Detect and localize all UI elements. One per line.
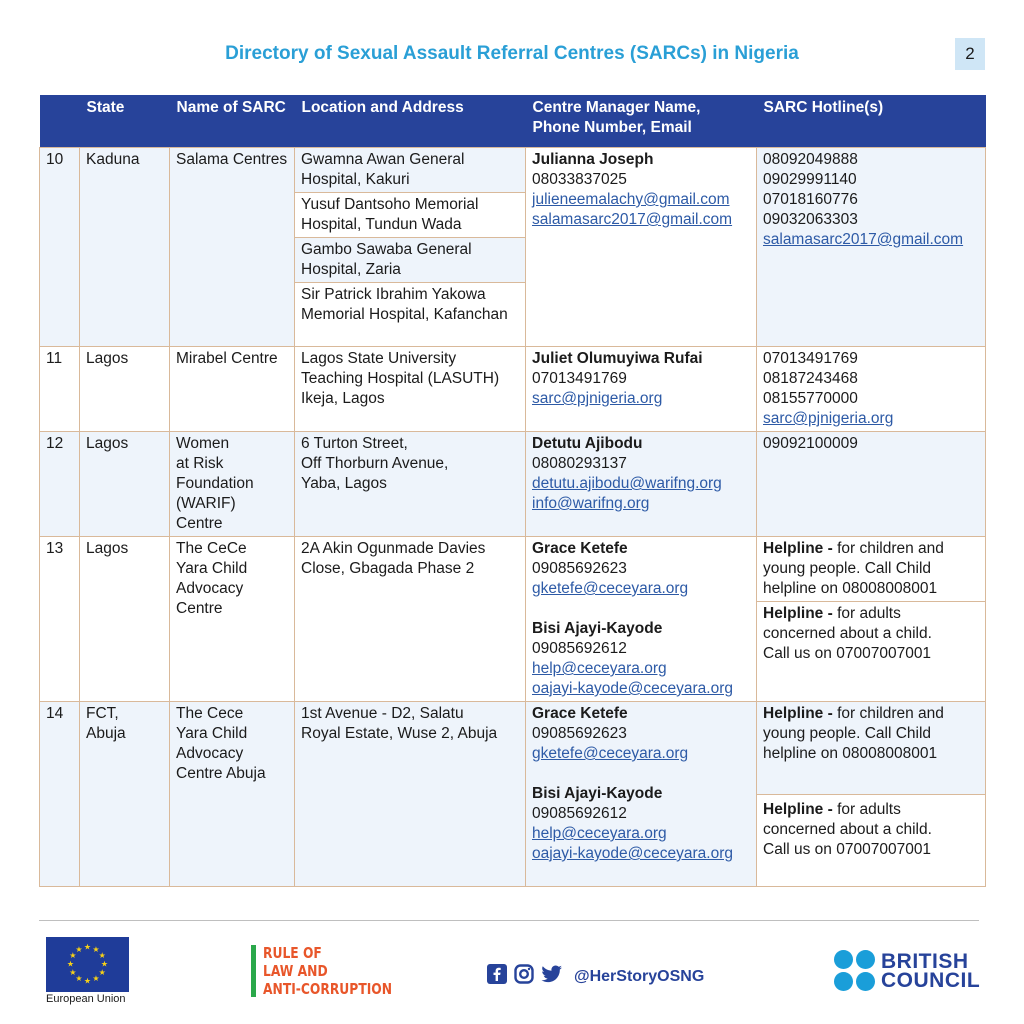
row-sarc-name bbox=[170, 537, 295, 702]
helpline-text: concerned about a child. bbox=[763, 625, 932, 642]
row-helpline-children bbox=[757, 537, 986, 602]
row-state: Lagos bbox=[80, 537, 170, 702]
row-hotlines bbox=[757, 347, 986, 432]
helpline-label: Helpline - bbox=[763, 540, 833, 557]
header-state: State bbox=[80, 95, 170, 148]
row-sarc-name: Mirabel Centre bbox=[170, 347, 295, 432]
row-helpline-adults bbox=[757, 602, 986, 702]
row-location bbox=[295, 702, 526, 887]
header-number bbox=[40, 95, 80, 148]
row-manager bbox=[526, 702, 757, 887]
helpline-text: Call us on 07007007001 bbox=[763, 841, 932, 858]
manager-email-link[interactable]: help@ceceyara.org bbox=[532, 825, 667, 842]
svg-text:★: ★ bbox=[69, 951, 77, 960]
svg-text:★: ★ bbox=[75, 944, 83, 954]
rule-of-law-logo bbox=[263, 944, 392, 998]
manager-phone: 09085692612 bbox=[532, 805, 627, 822]
manager-name: Juliet Olumuyiwa Rufai bbox=[532, 350, 703, 367]
manager-email-link[interactable]: julieneemalachy@gmail.com bbox=[532, 191, 730, 208]
svg-text:★: ★ bbox=[66, 959, 75, 969]
header-manager: Centre Manager Name, Phone Number, Email bbox=[526, 95, 757, 148]
manager-email-link[interactable]: help@ceceyara.org bbox=[532, 660, 667, 677]
helpline-text: concerned about a child. bbox=[763, 821, 932, 838]
table-row bbox=[40, 537, 986, 602]
helpline-text: young people. Call Child bbox=[763, 725, 932, 742]
header-hotline: SARC Hotline(s) bbox=[757, 95, 986, 148]
helpline-text: for children and bbox=[832, 540, 944, 557]
svg-text:★: ★ bbox=[69, 968, 77, 977]
footer-divider bbox=[39, 920, 979, 921]
svg-text:★: ★ bbox=[83, 976, 92, 986]
row-sarc-name bbox=[170, 702, 295, 887]
row-sarc-name bbox=[170, 432, 295, 537]
row-number: 14 bbox=[40, 702, 80, 887]
row-number: 11 bbox=[40, 347, 80, 432]
svg-text:★: ★ bbox=[98, 968, 106, 977]
row-manager bbox=[526, 432, 757, 537]
row-number: 13 bbox=[40, 537, 80, 702]
location-line: Teaching Hospital (LASUTH) bbox=[301, 370, 500, 387]
svg-text:★: ★ bbox=[83, 942, 92, 952]
header-location: Location and Address bbox=[295, 95, 526, 148]
name-line: Foundation bbox=[176, 475, 254, 492]
helpline-text: for adults bbox=[832, 605, 901, 622]
manager-name: Julianna Joseph bbox=[532, 151, 654, 168]
table-header-row bbox=[40, 95, 986, 148]
eu-caption: European Union bbox=[46, 993, 126, 1005]
row-location: Gwamna Awan General Hospital, Kakuri bbox=[295, 148, 526, 193]
name-line: Women bbox=[176, 435, 230, 452]
row-helpline-children bbox=[757, 702, 986, 795]
helpline-label: Helpline - bbox=[763, 705, 833, 722]
location-line: Ikeja, Lagos bbox=[301, 390, 385, 407]
twitter-icon[interactable] bbox=[541, 964, 563, 989]
instagram-icon[interactable] bbox=[514, 964, 534, 989]
manager-email-link[interactable]: gketefe@ceceyara.org bbox=[532, 745, 689, 762]
location-line: Lagos State University bbox=[301, 350, 457, 367]
row-state: Lagos bbox=[80, 347, 170, 432]
manager-email-link[interactable]: salamasarc2017@gmail.com bbox=[532, 211, 733, 228]
name-line: at Risk bbox=[176, 455, 224, 472]
helpline-text: Call us on 07007007001 bbox=[763, 645, 932, 662]
svg-text:★: ★ bbox=[92, 974, 100, 984]
row-location: Sir Patrick Ibrahim Yakowa Memorial Hospital, Kafanchan bbox=[295, 283, 526, 347]
manager-name: Grace Ketefe bbox=[532, 540, 628, 557]
svg-text:★: ★ bbox=[92, 944, 100, 954]
manager-phone: 09085692623 bbox=[532, 560, 627, 577]
social-handle[interactable]: @HerStoryOSNG bbox=[574, 967, 705, 985]
row-state bbox=[80, 702, 170, 887]
facebook-icon[interactable] bbox=[487, 964, 507, 989]
manager-email-link[interactable]: detutu.ajibodu@warifng.org bbox=[532, 475, 722, 492]
british-council-logo bbox=[834, 950, 980, 991]
location-line: Royal Estate, Wuse 2, Abuja bbox=[301, 725, 498, 742]
row-location: Gambo Sawaba General Hospital, Zaria bbox=[295, 238, 526, 283]
hotline-number: 09032063303 bbox=[763, 211, 858, 228]
british-council-dots-icon bbox=[834, 950, 875, 991]
helpline-label: Helpline - bbox=[763, 801, 833, 818]
table-row bbox=[40, 347, 986, 432]
helpline-text: young people. Call Child bbox=[763, 560, 932, 577]
state-line: Abuja bbox=[86, 725, 126, 742]
sarc-directory-table bbox=[39, 95, 986, 887]
british-council-line: COUNCIL bbox=[881, 968, 981, 992]
helpline-label: Helpline - bbox=[763, 605, 833, 622]
helpline-text: for adults bbox=[832, 801, 901, 818]
hotline-email-link[interactable]: salamasarc2017@gmail.com bbox=[763, 231, 964, 248]
location-line: 2A Akin Ogunmade Davies bbox=[301, 540, 486, 557]
header-sarc-name: Name of SARC bbox=[170, 95, 295, 148]
manager-email-link[interactable]: oajayi-kayode@ceceyara.org bbox=[532, 680, 733, 697]
manager-phone: 09085692612 bbox=[532, 640, 627, 657]
row-number: 10 bbox=[40, 148, 80, 347]
name-line: Centre bbox=[176, 515, 223, 532]
row-state: Kaduna bbox=[80, 148, 170, 347]
row-sarc-name: Salama Centres bbox=[170, 148, 295, 347]
hotline-number: 09092100009 bbox=[763, 435, 858, 452]
rule-of-law-line: RULE OF bbox=[263, 944, 322, 962]
hotline-number: 08187243468 bbox=[763, 370, 858, 387]
name-line: Yara Child bbox=[176, 560, 248, 577]
manager-phone: 07013491769 bbox=[532, 370, 627, 387]
hotline-number: 08092049888 bbox=[763, 151, 858, 168]
row-location bbox=[295, 537, 526, 702]
table-row bbox=[40, 432, 986, 537]
manager-name: Bisi Ajayi-Kayode bbox=[532, 785, 663, 802]
row-location: Yusuf Dantsoho Memorial Hospital, Tundun Wada bbox=[295, 193, 526, 238]
svg-text:★: ★ bbox=[100, 959, 109, 969]
manager-name: Grace Ketefe bbox=[532, 705, 628, 722]
page-title: Directory of Sexual Assault Referral Centres (SARCs) in Nigeria bbox=[225, 43, 799, 64]
name-line: Centre bbox=[176, 600, 223, 617]
hotline-email-link[interactable]: sarc@pjnigeria.org bbox=[763, 410, 894, 427]
row-location bbox=[295, 347, 526, 432]
hotline-number: 08155770000 bbox=[763, 390, 858, 407]
eu-flag-logo bbox=[46, 937, 129, 997]
manager-email-link[interactable]: info@warifng.org bbox=[532, 495, 650, 512]
rule-of-law-logo-bar bbox=[251, 945, 256, 997]
location-line: 6 Turton Street, bbox=[301, 435, 408, 452]
row-hotlines bbox=[757, 148, 986, 347]
manager-name: Detutu Ajibodu bbox=[532, 435, 643, 452]
location-line: Off Thorburn Avenue, bbox=[301, 455, 449, 472]
hotline-number: 07013491769 bbox=[763, 350, 858, 367]
row-number: 12 bbox=[40, 432, 80, 537]
row-location bbox=[295, 432, 526, 537]
svg-text:★: ★ bbox=[98, 951, 106, 960]
manager-email-link[interactable]: sarc@pjnigeria.org bbox=[532, 390, 663, 407]
location-line: 1st Avenue - D2, Salatu bbox=[301, 705, 464, 722]
hotline-number: 09029991140 bbox=[763, 171, 857, 188]
page-number: 2 bbox=[955, 38, 985, 70]
manager-name: Bisi Ajayi-Kayode bbox=[532, 620, 663, 637]
name-line: Yara Child bbox=[176, 725, 248, 742]
name-line: The CeCe bbox=[176, 540, 247, 557]
rule-of-law-line: ANTI-CORRUPTION bbox=[263, 980, 393, 998]
manager-email-link[interactable]: gketefe@ceceyara.org bbox=[532, 580, 689, 597]
location-line: Close, Gbagada Phase 2 bbox=[301, 560, 475, 577]
hotline-number: 07018160776 bbox=[763, 191, 858, 208]
name-line: (WARIF) bbox=[176, 495, 236, 512]
social-links bbox=[487, 964, 704, 989]
helpline-text: helpline on 08008008001 bbox=[763, 580, 938, 597]
row-helpline-adults bbox=[757, 795, 986, 887]
row-manager bbox=[526, 347, 757, 432]
row-manager bbox=[526, 148, 757, 347]
name-line: The Cece bbox=[176, 705, 244, 722]
svg-text:★: ★ bbox=[75, 974, 83, 984]
location-line: Yaba, Lagos bbox=[301, 475, 387, 492]
helpline-text: for children and bbox=[832, 705, 944, 722]
manager-email-link[interactable]: oajayi-kayode@ceceyara.org bbox=[532, 845, 733, 862]
manager-phone: 08033837025 bbox=[532, 171, 627, 188]
rule-of-law-line: LAW AND bbox=[263, 962, 328, 980]
name-line: Advocacy bbox=[176, 745, 244, 762]
name-line: Centre Abuja bbox=[176, 765, 266, 782]
table-row bbox=[40, 702, 986, 795]
manager-phone: 08080293137 bbox=[532, 455, 627, 472]
table-row bbox=[40, 148, 986, 193]
british-council-line: BRITISH bbox=[881, 949, 969, 973]
state-line: FCT, bbox=[86, 705, 119, 722]
manager-phone: 09085692623 bbox=[532, 725, 627, 742]
helpline-text: helpline on 08008008001 bbox=[763, 745, 938, 762]
row-hotlines bbox=[757, 432, 986, 537]
row-manager bbox=[526, 537, 757, 702]
name-line: Advocacy bbox=[176, 580, 244, 597]
row-state: Lagos bbox=[80, 432, 170, 537]
